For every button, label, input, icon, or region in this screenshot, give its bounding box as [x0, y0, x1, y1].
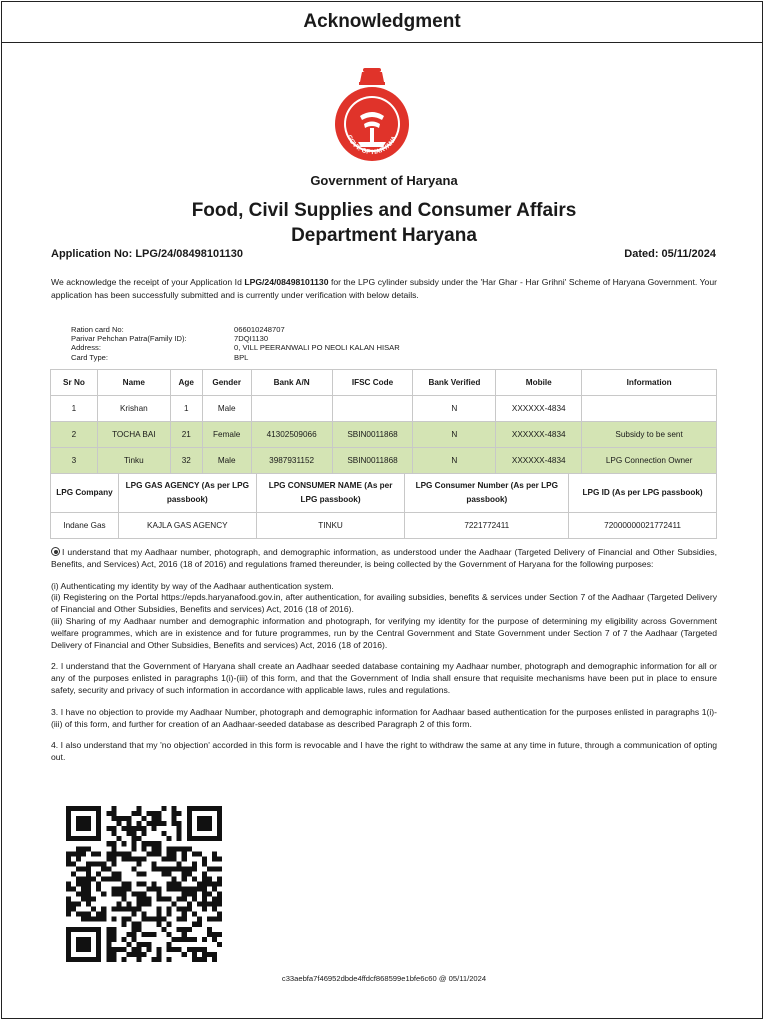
document-hash: c33aebfa7f46952dbde4ffdcf868599e1bfe6c60 @ 05/11/2024	[281, 974, 487, 983]
members-table	[50, 369, 717, 474]
consent-radio-icon[interactable]	[51, 547, 60, 556]
col-header: LPG GAS AGENCY (As per LPG passbook)	[118, 474, 256, 513]
detail-card-type: Card Type: BPL	[71, 352, 249, 362]
detail-ration-card: Ration card No: 066010248707	[71, 325, 285, 334]
detail-address: Address: 0, VILL PEERANWALI PO NEOLI KALAN HISAR	[71, 343, 400, 353]
col-header: Sr No	[51, 370, 98, 396]
col-header: IFSC Code	[332, 370, 413, 396]
department-line-2: Department Haryana	[291, 225, 477, 246]
consent-paragraph-3: 3. I have no objection to provide my Aadhaar Number, photograph and demographic information for Aadhaar based authentication for the purposes enlisted in paragraphs 1(i)-(iii) of this form, and further for creation of an Aadhaar-seeded database as described Paragraph 2 of this form.	[51, 706, 717, 729]
members-header-row	[51, 370, 717, 396]
col-header: Gender	[202, 370, 251, 396]
col-header: Age	[170, 370, 202, 396]
lpg-details-table	[50, 473, 717, 539]
table-row-highlighted: 3 Tinku 32 Male 3987931152 SBIN0011868 N XXXXXX-4834 LPG Connection Owner	[51, 448, 717, 474]
svg-text:GOVT. OF HARYANA: GOVT. OF HARYANA	[345, 133, 399, 157]
consent-paragraph-1: I understand that my Aadhaar number, photograph, and demographic information, as understood under the Aadhaar (Targeted Delivery of Financial and Other Subsidies, Benefits, and Services) Act, 2016 (18 of 2016) and regulations framed thereunder, is being collected by the Government of Haryana for the following purposes:	[51, 547, 717, 569]
application-number: Application No: LPG/24/08498101130	[51, 248, 243, 260]
purpose-i: (i) Authenticating my identity by way of the Aadhaar authentication system.	[51, 580, 334, 591]
col-header: LPG Consumer Number (As per LPG passbook)	[405, 474, 569, 513]
col-header: Name	[97, 370, 170, 396]
col-header: Bank Verified	[413, 370, 496, 396]
consent-paragraph-2: 2. I understand that the Government of Haryana shall create an Aadhaar seeded database containing my Aadhaar number, photograph and demographic information for all or any of the purposes enlisted in paragraphs 1(i)-(iii) of this form, and that the Government of India shall ensure that requisite mechanisms have been put in place to ensure safety, security and privacy of such information in accordance with applicable laws, rules and regulations.	[51, 661, 717, 695]
page-title: Acknowledgment	[1, 1, 763, 43]
aadhaar-consent	[51, 547, 717, 774]
intro-app-id: LPG/24/08498101130	[244, 277, 329, 287]
qr-code-icon	[66, 806, 222, 962]
col-header: Information	[582, 370, 717, 396]
col-header: Mobile	[496, 370, 582, 396]
application-date-value: 05/11/2024	[661, 248, 716, 260]
application-date: Dated: 05/11/2024	[624, 248, 716, 260]
table-row-highlighted: 2 TOCHA BAI 21 Female 41302509066 SBIN0011868 N XXXXXX-4834 Subsidy to be sent	[51, 422, 717, 448]
table-row: Indane Gas KAJLA GAS AGENCY TINKU 7221772411 72000000021772411	[51, 513, 717, 539]
lpg-header-row	[51, 474, 717, 513]
application-number-value: LPG/24/08498101130	[135, 248, 243, 260]
haryana-emblem-icon	[332, 66, 412, 162]
col-header: LPG CONSUMER NAME (As per LPG passbook)	[256, 474, 405, 513]
intro-paragraph: We acknowledge the receipt of your Application Id LPG/24/08498101130 for the LPG cylinder subsidy under the 'Har Ghar - Har Grihni' Scheme of Haryana Government. Your application has been successfully submitted and is currently under verification with below details.	[51, 277, 717, 300]
government-heading: Government of Haryana	[310, 173, 458, 188]
department-line-1: Food, Civil Supplies and Consumer Affairs	[191, 200, 577, 221]
col-header: LPG Company	[51, 474, 119, 513]
table-row: 1 Krishan 1 Male N XXXXXX-4834	[51, 396, 717, 422]
department-heading	[0, 198, 768, 248]
col-header: Bank A/N	[251, 370, 332, 396]
detail-family-id: Parivar Pehchan Patra(Family ID): 7DQI1130	[71, 334, 269, 344]
col-header: LPG ID (As per LPG passbook)	[569, 474, 717, 513]
purpose-iii: (iii) Sharing of my Aadhaar number and demographic information and photograph, for verifying my identity for the purpose of determining my eligibility across Government welfare programmes, which are in existence and for future programmes, run by the Central Government and State Government under Section 7 of 7 the Aadhaar (Targeted Delivery of Financial and Other Subsidies, Benefits and services) Act, 2016 (18 of 2016).	[51, 615, 717, 650]
consent-paragraph-4: 4. I also understand that my 'no objection' accorded in this form is revocable and I have the right to withdraw the same at any time in future, through a communication of opting out.	[51, 740, 717, 763]
purpose-ii: (ii) Registering on the Portal https://epds.haryanafood.gov.in, after authentication, for availing subsidies, benefits & services under Section 7 of the Aadhaar (Targeted Delivery of Financial and Other Subsidies, Benefits and services) Act, 2016 (18 of 2016).	[51, 592, 717, 615]
family-details	[71, 325, 400, 362]
consent-purposes	[51, 581, 717, 652]
